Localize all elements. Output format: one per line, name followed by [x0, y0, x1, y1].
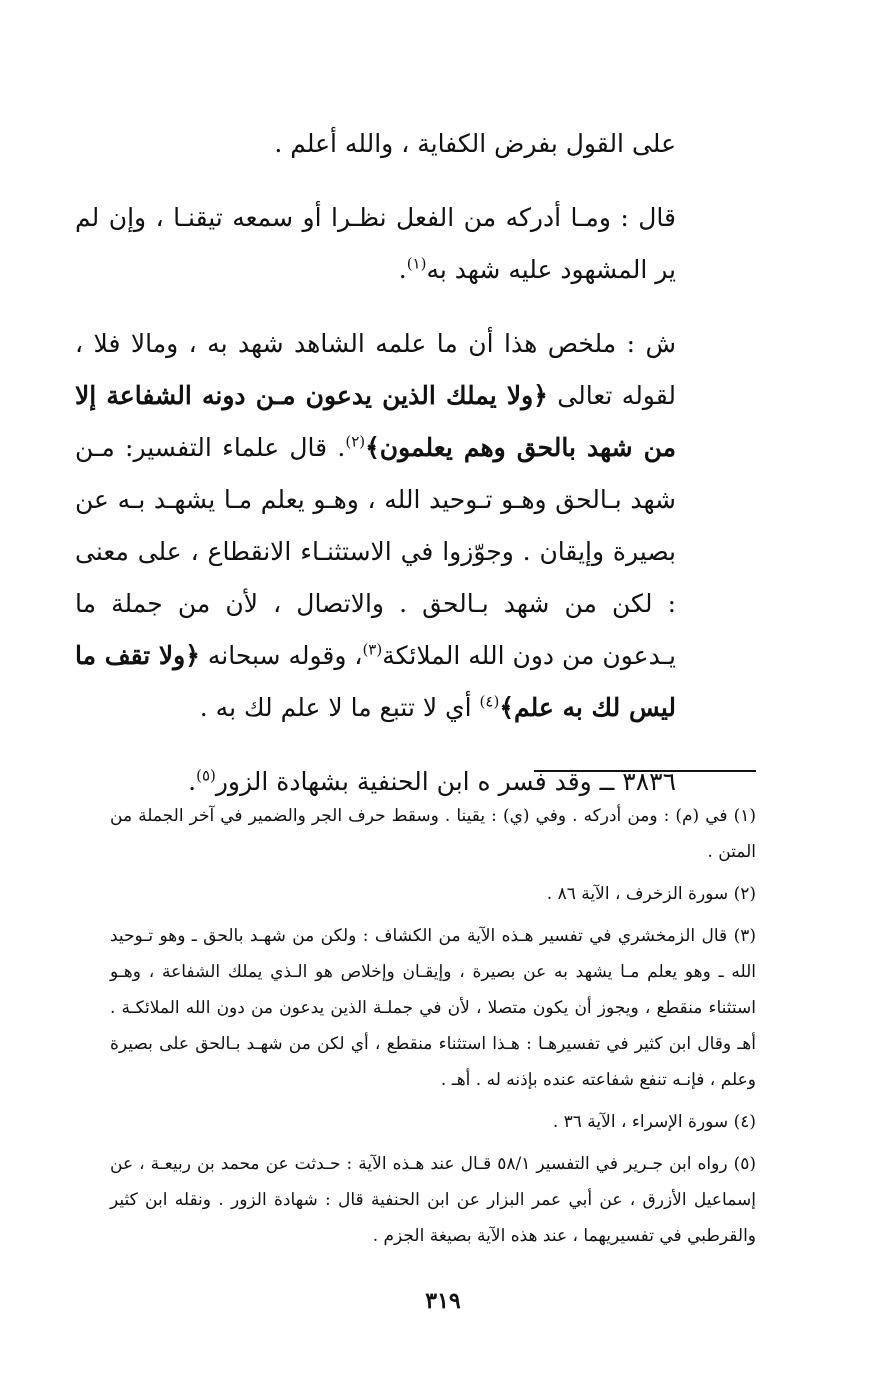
footnote-1: (١) في (م) : ومن أدركه . وفي (ي) : يقينا . وسقط حرف الجر والضمير في آخر الجملة من المتن . — [110, 806, 756, 862]
footnote-ref-4: (٤) — [479, 692, 500, 711]
quran-verse-2: ﴿ولا تقف ما ليس لك به علم﴾ — [75, 641, 676, 722]
paragraph-3 — [75, 318, 676, 734]
page-number: ٣١٩ — [425, 1288, 461, 1314]
main-text — [75, 118, 676, 808]
paragraph-4-text: ٣٨٣٦ ــ وقد فسر ه ابن الحنفية بشهادة الزور — [215, 767, 676, 796]
paragraph-2-end: . — [398, 255, 407, 284]
footnote-4: (٤) سورة الإسراء ، الآية ٣٦ . — [552, 1112, 756, 1132]
paragraph-1-text: على القول بفرض الكفاية ، والله أعلم . — [274, 129, 676, 158]
footnote-ref-5: (٥) — [196, 766, 216, 785]
footnote-ref-2: (٢) — [345, 432, 366, 451]
paragraph-3-text-c: ، وقوله سبحانه — [207, 641, 363, 670]
paragraph-2-text: قال : ومـا أدركه من الفعل نظـرا أو سمعه تيقنـا ، وإن لم ير المشهود عليه شهد به — [75, 203, 676, 284]
footnote-ref-3: (٣) — [362, 640, 383, 659]
paragraph-1 — [75, 118, 676, 170]
paragraph-3-text-a: ش : ملخص هذا أن ما علمه الشاهد شهد به ، ومالا فلا ، لقوله تعالى — [75, 329, 676, 410]
paragraph-4-end: . — [188, 767, 197, 796]
footnote-ref-1: (١) — [406, 254, 427, 273]
paragraph-3-text-d: أي لا تتبع ما لا علم لك به . — [199, 693, 472, 722]
footnote-3: (٣) قال الزمخشري في تفسير هـذه الآية من الكشاف : ولكن من شهـد بالحق ـ وهو تـوحيد الله ـ وهو يعلم مـا يشهد به عن بصيرة ، وإيقـان وإخلاص هو الـذي يملك الشفاعة ، وهـو استثناء منقطع ، ويجوز أن يكون متصلا ، لأن في جملـة الذين يدعون من دون الله الملائكـة . أهـ وقال ابن كثير في تفسيرهـا : هـذا استثناء منقطع ، أي لكن من شهـد بـالحق على بصيرة وعلم ، فإنـه تنفع شفاعته عنده بإذنه له . أهـ . — [110, 926, 756, 1090]
footnote-5: (٥) رواه ابن جـرير في التفسير ٥٨/١ قـال عند هـذه الآية : حـدثت عن محمد بن ربيعـة ، عن إسماعيل الأزرق ، عن أبي عمر البزار عن ابن الحنفية قال : شهادة الزور . ونقله ابن كثير والقرطبي في تفسيريهما ، عند هذه الآية بصيغة الجزم . — [110, 1154, 757, 1246]
quran-verse-1: ﴿ولا يملك الذين يدعون مـن دونه الشفاعة إلا من شهد بالحق وهم يعلمون﴾ — [75, 381, 676, 462]
footnote-divider — [534, 770, 756, 772]
paragraph-2 — [75, 192, 676, 296]
footnotes — [110, 798, 756, 1260]
footnote-2: (٢) سورة الزخرف ، الآية ٨٦ . — [546, 884, 756, 904]
paragraph-3-text-b: . قال علماء التفسير: مـن شهد بـالحق وهـو تـوحيد الله ، وهـو يعلم مـا يشهـد بـه عن بصيرة وإيقان . وجوّزوا في الاستثنـاء الانقطاع ، على معنى : لكن من شهد بـالحق . والاتصال ، لأن من جملة ما يـدعون من دون الله الملائكة — [75, 433, 676, 670]
